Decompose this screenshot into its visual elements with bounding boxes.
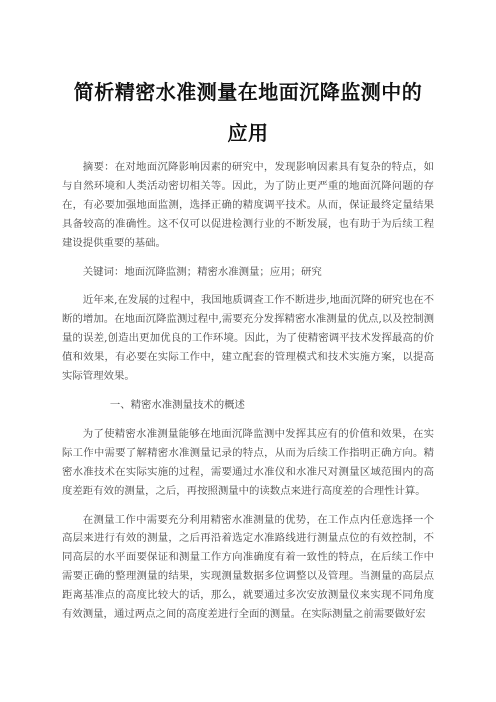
section-paragraph-2: 在测量工作中需要充分利用精密水准测量的优势，在工作点内任意选择一个高层来进行有效的测量，之后再沿着选定水准路线进行测量点位的有效控制，不同高层的水平面要保证和测量工作方向准确度有着一致性的特点，在后续工作中需要正确的整理测量的结果，实现测量数据多位调整以及管理。当测量的高层点距离基准点的高度比较大的话，那么，就要通过多次安放测量仪来实现不同角度有效测量，通过两点之间的高度差进行全面的测量。在实际测量之前需要做好宏: [62, 513, 434, 621]
abstract-paragraph: 摘要：在对地面沉降影响因素的研究中，发现影响因素具有复杂的特点，如与自然环境和人类活动密切相关等。因此，为了防止更严重的地面沉降问题的存在，有必要加强地面监测，选择正确的精度调平技术。从而，保证最终定量结果具备较高的准确性。这不仅可以促进检测行业的不断发展，也有助于为后续工程建设提供重要的基础。: [62, 161, 434, 249]
section-heading: 一、精密水准测量技术的概述: [109, 398, 245, 411]
intro-paragraph: 近年来,在发展的过程中，我国地质调查工作不断进步,地面沉降的研究也在不断的增加。在地面沉降监测过程中,需要充分发挥精密水准测量的优点,以及控制测量的误差,创造出更加优良的工作环境。因此，为了使精密调平技术发挥最高的价值和效果，有必要在实际工作中，建立配套的管理模式和技术实施方案，以提高实际管理效果。: [62, 294, 434, 383]
section-paragraph-1: 为了使精密水准测量能够在地面沉降监测中发挥其应有的价值和效果，在实际工作中需要了解精密水准测量记录的特点，从而为后续工作指明正确方向。精密水准技术在实际实施的过程，需要通过水准仪和水准尺对测量区域范围内的高度差距有效的测量，之后，再按照测量中的读数点来进行高度差的合理性计算。: [62, 427, 434, 497]
keywords-paragraph: 关键词：地面沉降监测；精密水准测量；应用；研究: [82, 265, 322, 278]
document-body: [62, 158, 434, 634]
document-title-line-1: 简析精密水准测量在地面沉降监测中的: [73, 80, 423, 104]
document-title-line-2: 应用: [227, 121, 269, 145]
